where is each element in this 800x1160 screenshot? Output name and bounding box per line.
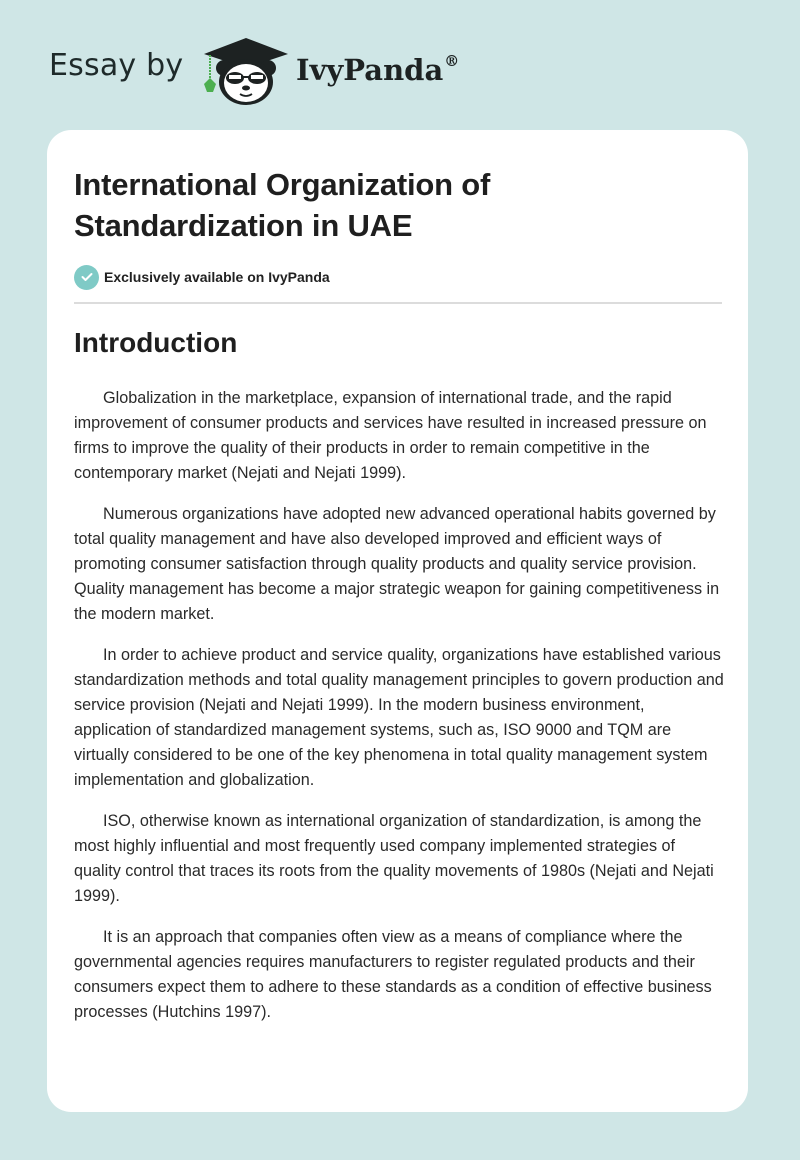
paragraph: In order to achieve product and service quality, organizations have established various standardization methods and total quality management principles to govern production and service provision (Nejati and Nejati 1999). In the modern business environment, application of standardized management systems, such as, ISO 9000 and TQM are virtually considered to be one of the key phenomena in total quality management system implementation and globalization. [74, 646, 724, 789]
paragraph: Numerous organizations have adopted new advanced operational habits governed by total quality management and have also developed improved and efficient ways of promoting consumer satisfaction through quality products and quality service provision. Quality management has become a major strategic weapon for gaining competitiveness in the modern market. [74, 505, 720, 623]
page-title: International Organization of Standardization in UAE [74, 167, 491, 243]
section-heading-introduction: Introduction [74, 327, 238, 358]
registered-mark: ® [444, 52, 460, 70]
paragraph: Globalization in the marketplace, expansion of international trade, and the rapid improvement of consumer products and services have resulted in increased pressure on firms to improve the quality of their products in order to remain competitive in the contemporary market (Nejati and Nejati 1999). [74, 389, 707, 482]
essay-by-label: Essay by [49, 48, 184, 83]
divider [74, 302, 722, 304]
paragraph: ISO, otherwise known as international organization of standardization, is among the most highly influential and most frequently used company implemented strategies of quality control that traces its roots from the quality movements of 1980s (Nejati and Nejati 1999). [74, 812, 714, 905]
check-circle-icon [74, 265, 99, 290]
exclusive-badge [74, 264, 330, 290]
section-body [74, 386, 724, 1041]
brand-logo-text[interactable] [296, 52, 459, 87]
badge-label: Exclusively available on IvyPanda [104, 269, 330, 285]
essay-card [47, 130, 748, 1112]
site-header [0, 0, 800, 130]
brand-name: IvyPanda [296, 53, 444, 87]
paragraph: It is an approach that companies often view as a means of compliance where the governmental agencies requires manufacturers to register regulated products and their consumers expect them to adhere to these standards as a condition of effective business processes (Hutchins 1997). [74, 928, 712, 1021]
panda-graduation-cap-icon[interactable] [200, 34, 292, 108]
